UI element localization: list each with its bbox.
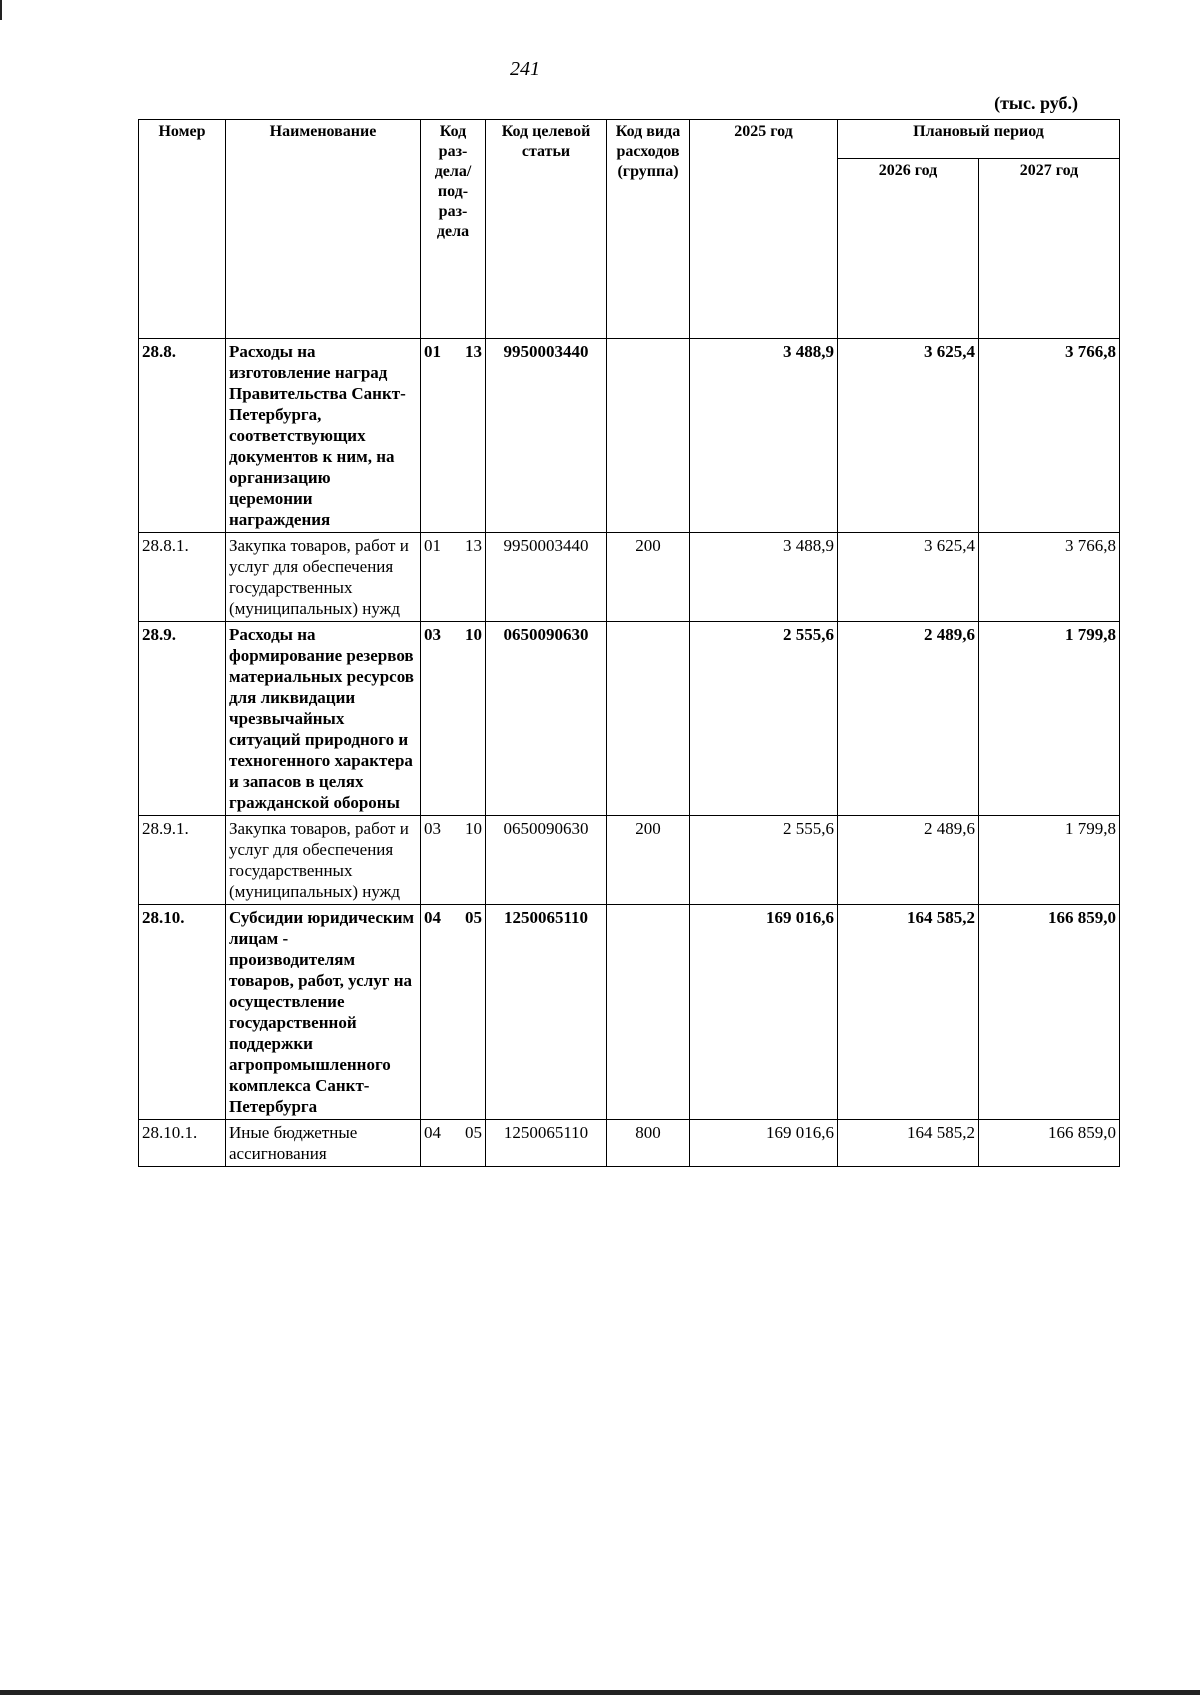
row-2027: 166 859,0	[979, 905, 1120, 1120]
subsection-code: 05	[465, 908, 482, 927]
row-expense-type	[607, 339, 690, 533]
row-name: Расходы на изготовление наград Правительства Санкт-Петербурга, соответствующих документов к ним, на организацию церемонии награждения	[226, 339, 421, 533]
row-number: 28.9.	[139, 622, 226, 816]
row-2026: 2 489,6	[838, 622, 979, 816]
row-section-code	[421, 533, 486, 622]
row-name: Иные бюджетные ассигнования	[226, 1120, 421, 1167]
section-code: 04	[424, 1123, 441, 1142]
page-number: 241	[510, 58, 540, 80]
table-row	[139, 1120, 1120, 1167]
header-name: Наименование	[226, 120, 421, 339]
table-row	[139, 816, 1120, 905]
row-2025: 3 488,9	[690, 339, 838, 533]
subsection-code: 13	[465, 536, 482, 555]
row-expense-type: 200	[607, 533, 690, 622]
row-name: Субсидии юридическим лицам - производителям товаров, работ, услуг на осуществление государственной поддержки агропромышленного комплекса Санкт-Петербурга	[226, 905, 421, 1120]
row-2026: 3 625,4	[838, 339, 979, 533]
row-number: 28.8.1.	[139, 533, 226, 622]
header-section-code: Код раз- дела/ под- раз- дела	[421, 120, 486, 339]
row-2027: 1 799,8	[979, 622, 1120, 816]
row-2027: 3 766,8	[979, 533, 1120, 622]
section-code: 01	[424, 342, 441, 361]
row-target-code: 1250065110	[486, 1120, 607, 1167]
row-2025: 169 016,6	[690, 1120, 838, 1167]
table-row	[139, 533, 1120, 622]
section-code: 03	[424, 625, 441, 644]
row-2025: 2 555,6	[690, 622, 838, 816]
header-expense-type: Код вида расходов (группа)	[607, 120, 690, 339]
row-2026: 164 585,2	[838, 1120, 979, 1167]
units-label: (тыс. руб.)	[994, 93, 1078, 113]
row-number: 28.10.1.	[139, 1120, 226, 1167]
row-2027: 1 799,8	[979, 816, 1120, 905]
row-number: 28.9.1.	[139, 816, 226, 905]
row-2026: 3 625,4	[838, 533, 979, 622]
header-target-code: Код целевой статьи	[486, 120, 607, 339]
row-section-code	[421, 1120, 486, 1167]
table-row	[139, 622, 1120, 816]
row-target-code: 9950003440	[486, 339, 607, 533]
row-expense-type	[607, 905, 690, 1120]
budget-table	[138, 119, 1120, 1167]
row-section-code	[421, 816, 486, 905]
row-number: 28.8.	[139, 339, 226, 533]
header-number: Номер	[139, 120, 226, 339]
row-name: Расходы на формирование резервов материальных ресурсов для ликвидации чрезвычайных ситуаций природного и техногенного характера и запасов в целях гражданской обороны	[226, 622, 421, 816]
table-row	[139, 905, 1120, 1120]
section-code: 03	[424, 819, 441, 838]
row-2026: 2 489,6	[838, 816, 979, 905]
header-planned-period: Плановый период	[838, 120, 1120, 159]
row-2025: 3 488,9	[690, 533, 838, 622]
row-section-code	[421, 339, 486, 533]
row-name: Закупка товаров, работ и услуг для обеспечения государственных (муниципальных) нужд	[226, 816, 421, 905]
header-year-2025: 2025 год	[690, 120, 838, 339]
subsection-code: 13	[465, 342, 482, 361]
row-2025: 2 555,6	[690, 816, 838, 905]
row-section-code	[421, 905, 486, 1120]
row-target-code: 0650090630	[486, 816, 607, 905]
row-expense-type: 200	[607, 816, 690, 905]
scan-edge-mark	[0, 0, 2, 20]
row-target-code: 9950003440	[486, 533, 607, 622]
table-row	[139, 339, 1120, 533]
row-name: Закупка товаров, работ и услуг для обеспечения государственных (муниципальных) нужд	[226, 533, 421, 622]
row-expense-type	[607, 622, 690, 816]
row-number: 28.10.	[139, 905, 226, 1120]
subsection-code: 05	[465, 1123, 482, 1142]
section-code: 01	[424, 536, 441, 555]
scan-bottom-edge	[0, 1690, 1200, 1695]
row-2027: 166 859,0	[979, 1120, 1120, 1167]
row-expense-type: 800	[607, 1120, 690, 1167]
row-2027: 3 766,8	[979, 339, 1120, 533]
subsection-code: 10	[465, 819, 482, 838]
header-year-2026: 2026 год	[838, 159, 979, 339]
row-section-code	[421, 622, 486, 816]
row-2026: 164 585,2	[838, 905, 979, 1120]
row-target-code: 0650090630	[486, 622, 607, 816]
row-target-code: 1250065110	[486, 905, 607, 1120]
section-code: 04	[424, 908, 441, 927]
header-year-2027: 2027 год	[979, 159, 1120, 339]
subsection-code: 10	[465, 625, 482, 644]
row-2025: 169 016,6	[690, 905, 838, 1120]
